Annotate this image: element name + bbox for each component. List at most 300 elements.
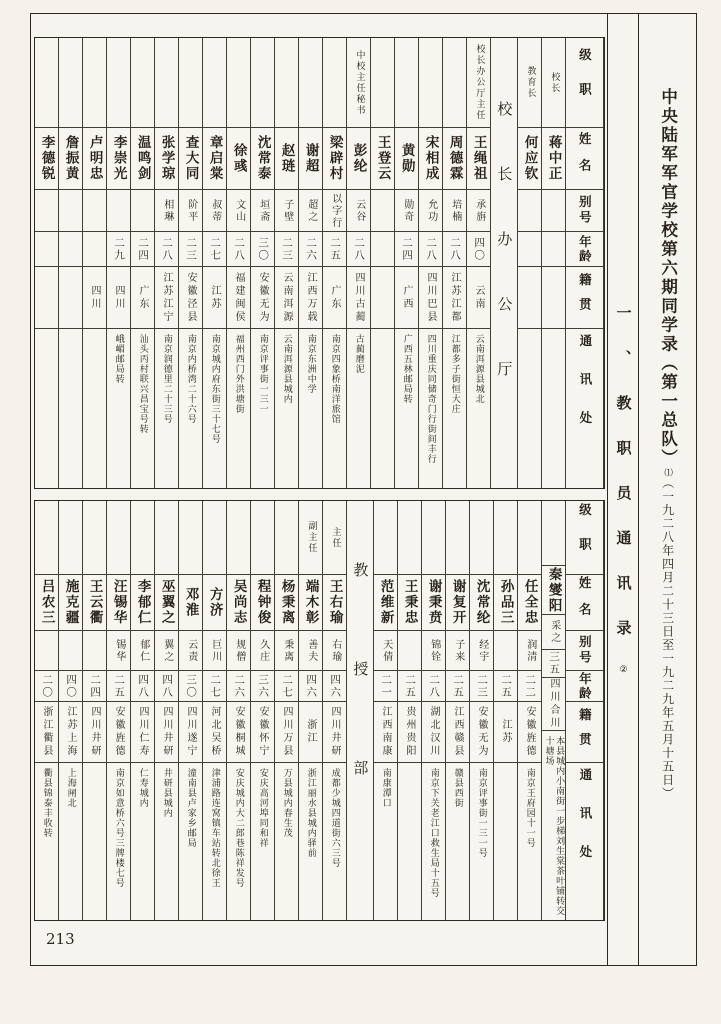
cell-text: 蒋中正 [545,135,562,182]
address-cell [299,329,322,488]
cell-text: 润清 [524,638,536,663]
cell-text: 二五 [404,673,417,699]
age-cell [203,232,226,267]
rank-cell [323,501,346,575]
cell-text: 汪锡华 [110,579,127,626]
cell-text: 端木彰 [302,579,319,626]
alias-cell [395,190,418,232]
cell-text: 王云衢 [86,579,103,626]
address-cell [59,329,82,488]
cell-text: 沈常纶 [473,579,490,626]
native-cell [107,267,130,329]
address-cell [275,329,298,488]
cell-text: 贵州贵阳 [404,706,415,758]
cell-text: 江西南康 [380,706,391,758]
cell-text: 二九 [113,236,126,262]
name-cell [467,128,490,190]
native-cell [107,702,130,763]
cell-text: 赣县西街 [452,768,463,808]
cell-text: 宋相成 [422,135,439,182]
cell-text: 二五 [113,673,126,699]
person-column [131,38,155,488]
native-cell [542,267,565,329]
rank-cell [131,38,154,128]
cell-text: 江西万载 [305,271,316,324]
address-cell [35,763,58,920]
person-column [494,501,518,920]
alias-cell [179,190,202,232]
row-header-address [566,329,603,488]
age-cell [179,671,202,702]
name-cell [227,128,250,190]
book-title-note: ⑴ [662,468,673,477]
alias-cell [107,631,130,671]
alias-cell [131,631,154,671]
cell-text: 周德霖 [446,135,463,182]
rank-cell [443,38,466,128]
cell-text: 承旃 [473,198,485,223]
age-cell [83,671,106,702]
native-cell [227,267,250,329]
cell-text: 江西赣县 [452,706,463,758]
cell-text: 万县城内春生茂 [281,768,292,838]
cell-text: 吴尚志 [230,579,247,626]
age-cell [131,671,154,702]
cell-text: 姓名 [577,132,593,185]
address-cell [518,329,541,488]
cell-text: 安庆高河埠同和祥 [257,768,268,848]
cell-text: 王绳祖 [470,135,487,182]
person-column [395,38,419,488]
cell-text: 南京内桥湾二十六号 [185,334,196,424]
cell-text: 天倩 [380,638,392,663]
book-title-block [658,14,676,965]
rank-cell [251,501,274,575]
rank-cell [395,38,418,128]
age-cell [275,232,298,267]
rank-cell [470,501,493,575]
alias-cell [59,190,82,232]
alias-cell [131,190,154,232]
rank-cell [59,38,82,128]
name-cell [203,575,226,631]
age-cell [323,671,346,702]
cell-text: 二二 [524,673,537,699]
cell-text: 江都多子街恒大庄 [449,334,460,414]
row-header-native [566,267,603,329]
cell-text: 中校主任秘书 [354,49,365,116]
name-cell [107,128,130,190]
person-column [371,38,395,488]
cell-text: 巨川 [209,638,221,663]
rank-cell [83,38,106,128]
rank-cell [35,38,58,128]
address-cell [395,329,418,488]
native-cell [443,267,466,329]
address-cell [419,329,442,488]
cell-text: 杨秉离 [278,579,295,626]
rank-cell [347,38,370,128]
cell-text: 卢明忠 [86,135,103,182]
cell-text: 四川井研 [89,706,100,758]
name-cell [203,128,226,190]
cell-text: 南康潭口 [380,768,391,808]
person-column [155,38,179,488]
rank-cell [518,501,541,575]
cell-text: 范维新 [377,579,394,626]
cell-text: 浙江丽水县城内驿前 [305,768,316,858]
address-cell [107,763,130,920]
cell-text: 安徽无为 [257,271,268,324]
person-column [131,501,155,920]
alias-cell [470,631,493,671]
person-column [446,501,470,920]
cell-text: 福建闽侯 [233,271,244,324]
age-cell [494,671,517,702]
alias-cell [347,190,370,232]
address-cell [131,329,154,488]
cell-text: 年龄 [577,234,593,264]
address-cell [179,763,202,920]
native-cell [323,702,346,763]
cell-text: 南京下关老江口救生局十五号 [428,768,439,898]
person-column [83,38,107,488]
native-cell [35,267,58,329]
native-cell [467,267,490,329]
row-header-rank [566,38,603,128]
cell-text: 河北吴桥 [209,706,220,758]
person-column [467,38,491,488]
native-cell [251,267,274,329]
rank-cell [179,38,202,128]
cell-text: 二七 [281,673,294,699]
rank-cell [542,38,565,128]
row-header-name [566,575,603,631]
cell-text: 云责 [185,638,197,663]
cell-text: 文山 [233,198,245,223]
native-cell [35,702,58,763]
cell-text: 规僧 [233,638,245,663]
age-cell [131,232,154,267]
alias-cell [494,631,517,671]
person-column [107,38,131,488]
cell-text: 二八 [233,236,246,262]
alias-cell [203,631,226,671]
cell-text: 王登云 [374,135,391,182]
rank-cell [59,501,82,575]
cell-text: 籍贯 [577,273,593,322]
cell-text: 津浦路连窝镇车站转北徐王 [209,768,220,888]
cell-text: 经宇 [476,638,488,663]
cell-text: 南京东洲中学 [305,334,316,394]
name-cell [542,128,565,190]
person-column [542,38,566,488]
person-column [107,501,131,920]
cell-text: 峨嵋邮局转 [113,334,124,384]
cell-text: 四川重庆同储奇门行街间丰行 [425,334,436,464]
native-cell [155,702,178,763]
name-cell [443,128,466,190]
native-cell [131,267,154,329]
address-cell [59,763,82,920]
cell-text: 孙品三 [497,579,514,626]
age-cell [518,671,541,702]
age-cell [374,671,397,702]
cell-text: 三〇 [257,236,270,262]
cell-text: 谢复开 [449,579,466,626]
cell-text: 汕头丙村联兴昌宝号转 [137,334,148,434]
cell-text: 四川仁寿 [137,706,148,758]
age-cell [35,232,58,267]
address-cell [251,763,274,920]
person-column [227,38,251,488]
alias-cell [446,631,469,671]
alias-cell [542,190,565,232]
cell-text: 徐彧 [230,143,247,174]
cell-text: 籍贯 [577,707,593,757]
cell-text: 采之 [548,620,560,645]
native-cell [59,267,82,329]
address-cell [446,763,469,920]
age-cell [155,232,178,267]
native-cell [422,702,445,763]
age-cell [35,671,58,702]
cell-text: 巫翼之 [158,579,175,626]
cell-text: 四川古蔺 [353,271,364,324]
name-cell [395,128,418,190]
row-header-column [566,38,604,488]
name-cell [227,575,250,631]
cell-text: 井研县城内 [161,768,172,818]
person-column [203,501,227,920]
age-cell [398,671,421,702]
section-title-column [607,14,638,965]
cell-text: 叔蒂 [209,198,221,223]
cell-text: 二四 [401,236,414,262]
cell-text: 江苏 [209,284,220,311]
rank-cell [275,38,298,128]
staff-table-bottom [34,500,605,921]
name-cell [470,575,493,631]
cell-text: 通讯处 [577,334,593,450]
cell-text: 沈常泰 [254,135,271,182]
cell-text: 南京如意桥六号三牌楼七号 [113,768,124,888]
name-cell [251,128,274,190]
cell-text: 江苏上海 [65,706,76,758]
rank-cell [275,501,298,575]
native-cell [518,702,541,763]
cell-text: 赵琏 [278,143,295,174]
cell-text: 二五 [329,236,342,262]
name-cell [155,128,178,190]
cell-text: 本县城内小南街一步梯刘生棠茶叶铺转交十塘场 [543,736,565,917]
cell-text: 级职 [577,48,593,117]
cell-text: 阶平 [185,198,197,223]
cell-text: 章启棠 [206,135,223,182]
alias-cell [227,631,250,671]
person-column [374,501,398,920]
cell-text: 广东 [329,284,340,311]
person-column [398,501,422,920]
cell-text: 四川巴县 [425,271,436,324]
person-column [35,38,59,488]
alias-cell [374,631,397,671]
native-cell [419,267,442,329]
name-cell [371,128,394,190]
cell-text: 南京评事街一三一 [257,334,268,414]
address-cell [443,329,466,488]
alias-cell [467,190,490,232]
name-cell [299,128,322,190]
address-cell [518,763,541,920]
alias-cell [275,631,298,671]
rank-cell [107,501,130,575]
person-column [203,38,227,488]
rank-cell [494,501,517,575]
cell-text: 浙江衢县 [41,706,52,758]
person-column [470,501,494,920]
section-title-text: 一、教职员通讯录 [614,304,633,665]
cell-text: 南京四象桥南洋旅馆 [329,334,340,424]
person-column [251,501,275,920]
alias-cell [371,190,394,232]
cell-text: 教授部 [351,562,370,859]
cell-text: 秦燮阳 [545,566,562,614]
cell-text: 云南洱源 [281,271,292,324]
address-cell [299,763,322,920]
cell-text: 四八 [137,673,150,699]
row-header-name [566,128,603,190]
name-cell [419,128,442,190]
cell-text: 二八 [353,236,366,262]
native-cell [179,267,202,329]
cell-text: 四〇 [473,236,486,262]
cell-text: 衢县锦泰丰收转 [41,768,52,838]
cell-text: 谢秉贲 [425,579,442,626]
native-cell [155,267,178,329]
cell-text: 梁辟村 [326,135,343,182]
department-group-column [491,38,518,488]
native-cell [275,702,298,763]
native-cell [131,702,154,763]
alias-cell [59,631,82,671]
rank-cell [155,501,178,575]
alias-cell [35,190,58,232]
alias-cell [323,190,346,232]
native-cell [398,702,421,763]
cell-text: 广东 [137,284,148,311]
cell-text: 二六 [233,673,246,699]
age-cell [251,232,274,267]
cell-text: 二七 [209,236,222,262]
cell-text: 三〇 [185,673,198,699]
row-header-age [566,232,603,267]
alias-cell [275,190,298,232]
native-cell [299,267,322,329]
cell-text: 云南 [473,284,484,311]
name-cell [59,575,82,631]
cell-text: 江苏 [500,719,511,745]
native-cell [542,678,565,732]
cell-text: 二五 [452,673,465,699]
cell-text: 江苏江都 [449,271,460,324]
alias-cell [518,190,541,232]
section-title-note: ② [618,664,629,675]
cell-text: 四川 [113,284,124,311]
address-cell [371,329,394,488]
alias-cell [419,190,442,232]
cell-text: 查大同 [182,135,199,182]
age-cell [203,671,226,702]
cell-text: 云南洱源县城北 [473,334,484,404]
cell-text: 翼之 [161,638,173,663]
name-cell [374,575,397,631]
name-cell [83,575,106,631]
address-cell [542,731,565,920]
rank-cell [374,501,397,575]
native-cell [323,267,346,329]
person-column [227,501,251,920]
alias-cell [227,190,250,232]
rank-cell [518,38,541,128]
cell-text: 三五 [548,650,561,676]
cell-text: 彭纶 [350,143,367,174]
person-column [419,38,443,488]
age-cell [299,232,322,267]
cell-text: 二三 [185,236,198,262]
cell-text: 四川井研 [329,706,340,758]
native-cell [371,267,394,329]
age-cell [227,232,250,267]
cell-text: 湖北汉川 [428,706,439,758]
name-cell [422,575,445,631]
age-cell [83,232,106,267]
person-column [422,501,446,920]
cell-text: 仁寿城内 [137,768,148,808]
cell-text: 善夫 [305,638,317,663]
name-cell [35,128,58,190]
rank-cell [35,501,58,575]
rank-cell [227,38,250,128]
age-cell [227,671,250,702]
cell-text: 云谷 [353,198,365,223]
alias-cell [542,615,565,650]
address-cell [227,763,250,920]
age-cell [155,671,178,702]
rank-cell [467,38,490,128]
name-cell [131,575,154,631]
cell-text: 子壁 [281,198,293,223]
rank-cell [251,38,274,128]
cell-text: 上海闸北 [65,768,76,808]
rank-cell [371,38,394,128]
cell-text: 江苏江宁 [161,271,172,324]
cell-text: 王右瑜 [326,579,343,626]
cell-text: 二四 [89,673,102,699]
cell-text: 校长办公厅 [495,100,514,426]
alias-cell [398,631,421,671]
cell-text: 南京润德里二十三号 [161,334,172,424]
rank-cell [131,501,154,575]
row-header-native [566,702,603,763]
name-cell [179,128,202,190]
cell-text: 安徽无为 [476,706,487,758]
alias-cell [251,190,274,232]
cell-text: 张学琼 [158,135,175,182]
cell-text: 二七 [209,673,222,699]
book-title-column [638,14,696,965]
native-cell [179,702,202,763]
